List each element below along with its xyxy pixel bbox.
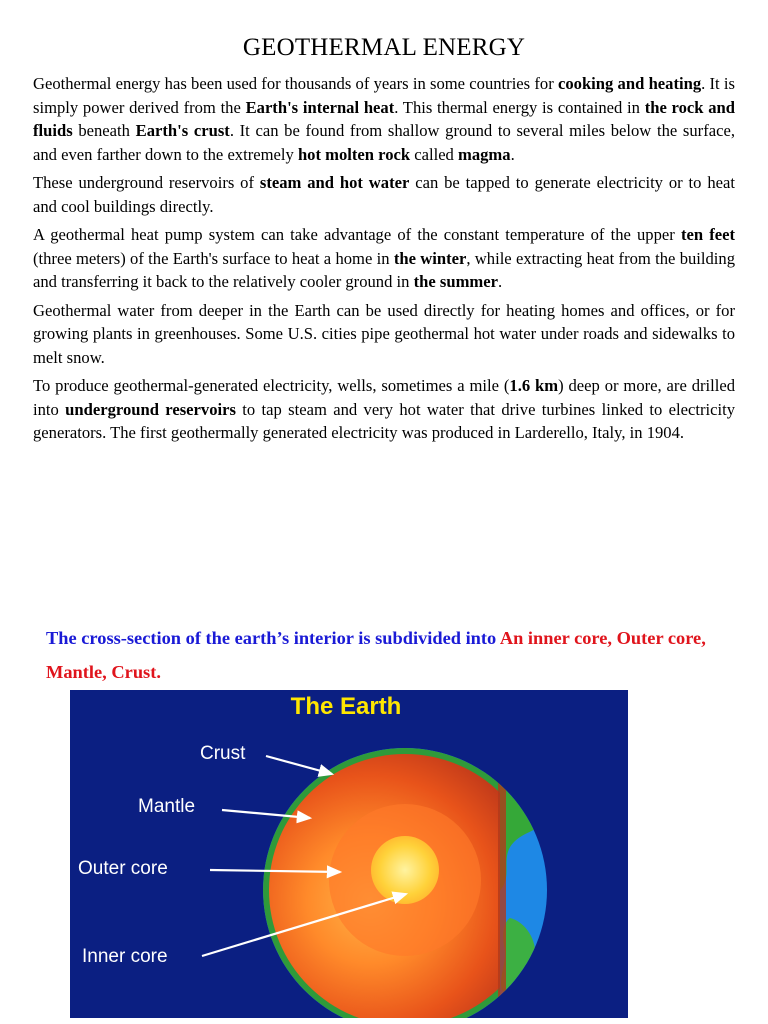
paragraph-2	[33, 171, 735, 218]
bold-phrase: the summer	[413, 272, 498, 291]
bold-phrase: magma	[458, 144, 511, 164]
text-run: . It can be found from shallow ground to several miles below the surface, and even farther down to the extremely	[33, 121, 735, 164]
bold-phrase: underground reservoirs	[65, 399, 236, 419]
text-run: These underground reservoirs of	[33, 173, 260, 192]
bold-phrase: Earth's crust	[135, 121, 230, 140]
text-run: .	[510, 144, 515, 164]
text-run: , while extracting heat from the building and transferring it back to the relatively cooler ground in	[33, 248, 736, 291]
label-inner-core: Inner core	[82, 946, 168, 967]
page-title: GEOTHERMAL ENERGY	[242, 34, 526, 61]
body-text	[33, 72, 735, 450]
bold-phrase: ten feet	[680, 225, 735, 244]
text-run: . It is simply power derived from the	[33, 74, 735, 117]
text-run: called	[410, 144, 459, 164]
text-run: To produce geothermal-generated electricity, wells, sometimes a mile (	[33, 376, 510, 395]
caption-blue-text: The cross-section of the earth’s interior is subdivided into	[46, 628, 500, 648]
text-run: .	[497, 272, 503, 291]
text-run: ) deep or more, are drilled into	[33, 376, 736, 419]
text-run: (three meters) of the Earth's surface to heat a home in	[33, 248, 394, 268]
text-run: . This thermal energy is contained in	[394, 97, 645, 117]
text-run: beneath	[72, 121, 136, 140]
paragraph-3	[33, 223, 735, 294]
bold-phrase: the rock and fluids	[33, 97, 735, 140]
bold-phrase: hot molten rock	[297, 144, 411, 164]
figure-title: The Earth	[290, 693, 402, 720]
label-crust: Crust	[200, 743, 246, 764]
label-mantle: Mantle	[138, 796, 196, 817]
bold-phrase: steam and hot water	[259, 173, 410, 192]
bold-phrase: cooking and heating	[557, 74, 702, 93]
text-run: Geothermal energy has been used for thousands of years in some countries for	[33, 74, 558, 93]
bold-phrase: Earth's internal heat	[245, 97, 395, 117]
paragraph-5	[33, 374, 735, 445]
label-outer-core: Outer core	[78, 858, 168, 879]
text-run: A geothermal heat pump system can take advantage of the constant temperature of the upper	[33, 225, 681, 244]
text-run: can be tapped to generate electricity or to heat and cool buildings directly.	[33, 173, 735, 216]
caption-red-text: An inner core, Outer core, Mantle, Crust.	[46, 628, 706, 682]
paragraph-1	[33, 72, 735, 166]
earth-diagram	[70, 690, 628, 1018]
bold-phrase: the winter	[393, 248, 467, 268]
text-run: Geothermal water from deeper in the Earth can be used directly for heating homes and offices, or for growing plants in greenhouses. Some U.S. cities pipe geothermal hot water under roads and sidewalks to melt snow.	[33, 300, 735, 367]
bold-phrase: 1.6 km	[509, 376, 559, 395]
figure-caption	[46, 621, 746, 689]
text-run: to tap steam and very hot water that drive turbines linked to electricity generators. The first geothermally generated electricity was produced in Larderello, Italy, in 1904.	[33, 399, 736, 442]
paragraph-4	[33, 299, 735, 370]
